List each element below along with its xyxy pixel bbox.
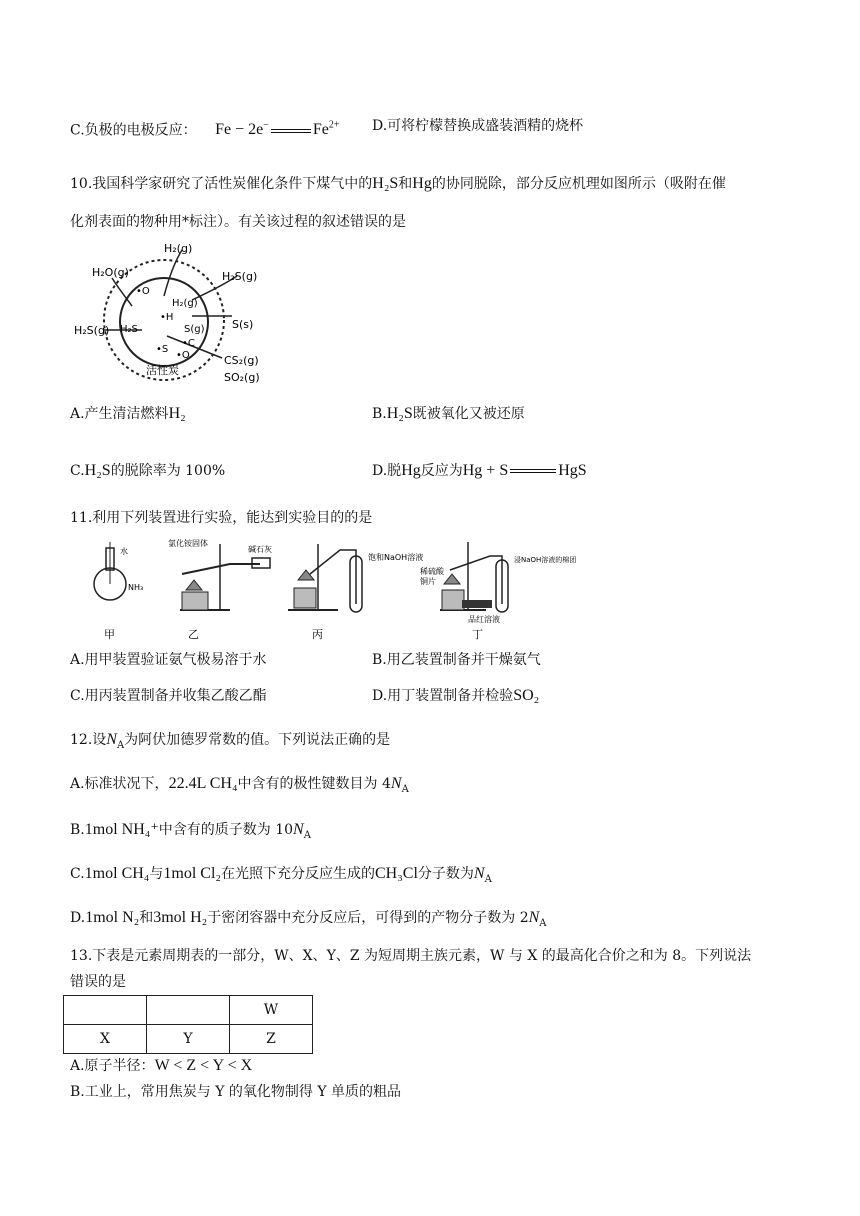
label-o2: •O xyxy=(176,350,190,361)
table-cell: Y xyxy=(147,1025,230,1054)
table-row xyxy=(64,1025,313,1054)
ding-label-2: 铜片 xyxy=(420,577,436,586)
table-cell xyxy=(64,996,147,1025)
q11-option-a: A.用甲装置验证氨气极易溶于水 xyxy=(70,652,267,668)
q10-option-c: C.H₂S的脱除率为 100% xyxy=(70,462,226,479)
label-ss: S(s) xyxy=(232,318,254,331)
label-h2s-tr: H₂S(g) xyxy=(222,270,258,283)
label-yi: 乙 xyxy=(188,628,199,641)
jia-nh3-label: NH₃ xyxy=(128,583,144,592)
q12-option-b: B.1mol NH₄⁺中含有的质子数为 $10N_A$ xyxy=(70,821,311,841)
apparatus-bing xyxy=(288,544,423,641)
q10-stem-line2: 化剂表面的物种用*标注）。有关该过程的叙述错误的是 xyxy=(70,214,406,230)
q10-option-b: B.H₂S既被氧化又被还原 xyxy=(372,405,525,422)
q13-stem-line1: 13.下表是元素周期表的一部分，W、X、Y、Z 为短周期主族元素，W 与 X 的最高化合价之和为 8。下列说法 xyxy=(70,948,752,964)
arrow-h2o xyxy=(112,278,132,306)
q10-option-a: A.产生清洁燃料H₂ xyxy=(70,405,186,422)
label-h2s-left: H₂S(g) xyxy=(74,324,110,337)
table-row xyxy=(64,996,313,1025)
label-catalyst: 活性炭 xyxy=(146,364,179,377)
label-h2s-star: H₂S xyxy=(120,324,138,335)
q11-option-c: C.用丙装置制备并收集乙酸乙酯 xyxy=(70,688,267,704)
bing-label: 饱和NaOH溶液 xyxy=(368,553,424,562)
q9-option-d: D.可将柠檬替换成盛装酒精的烧杯 xyxy=(372,118,584,134)
q11-option-b: B.用乙装置制备并干燥氨气 xyxy=(372,652,541,668)
table-cell: W xyxy=(230,996,313,1025)
q12-option-a: A.标准状况下，22.4L CH₄中含有的极性键数目为 $4N_A$ xyxy=(70,775,409,795)
q10-stem-line1: 10.我国科学家研究了活性炭催化条件下煤气中的H₂S和Hg的协同脱除，部分反应机理如图所示（吸附在催 xyxy=(70,175,726,192)
label-cs2: CS₂(g) xyxy=(224,354,259,367)
table-cell xyxy=(147,996,230,1025)
label-h: •H xyxy=(160,312,174,323)
q9-option-c: C.负极的电极反应： Fe − 2e− $Fe^{2+}$ xyxy=(70,120,340,139)
label-h2-inner: H₂(g) xyxy=(172,298,198,309)
apparatus-yi xyxy=(168,538,272,641)
apparatus-jia xyxy=(94,542,143,641)
label-sg: S(g) xyxy=(184,324,205,335)
q13-stem-line2: 错误的是 xyxy=(70,974,126,990)
jia-water-label: 水 xyxy=(120,547,128,556)
label-so2: SO₂(g) xyxy=(224,371,260,384)
label-c: •C xyxy=(182,338,195,349)
q13-option-b: B.工业上，常用焦炭与 Y 的氧化物制得 Y 单质的粗品 xyxy=(70,1084,402,1100)
q11-stem: 11.利用下列装置进行实验，能达到实验目的的是 xyxy=(70,510,373,526)
label-h2g: H₂(g) xyxy=(164,242,193,255)
table-cell: Z xyxy=(230,1025,313,1054)
arrow-h2 xyxy=(164,250,182,296)
label-bing: 丙 xyxy=(312,628,323,641)
q13-option-a: A.原子半径：W < Z < Y < X xyxy=(70,1057,253,1074)
q12-option-d: D.1mol N₂和3mol H₂于密闭容器中充分反应后，可得到的产物分子数为 $2N_A$ xyxy=(70,909,547,929)
q12-stem: 12.设$N_A$为阿伏加德罗常数的值。下列说法正确的是 xyxy=(70,731,391,751)
label-jia: 甲 xyxy=(104,628,115,641)
apparatus-ding xyxy=(420,542,576,641)
q10-mechanism-figure xyxy=(72,236,272,392)
yi-lime-label: 碱石灰 xyxy=(248,545,272,554)
ding-label-1: 稀硫酸 xyxy=(420,567,444,576)
label-s-star: •S xyxy=(156,344,169,355)
q12-option-c: C.1mol CH₄与1mol Cl₂在光照下充分反应生成的CH₃Cl分子数为$N_A$ xyxy=(70,865,492,885)
q11-apparatus-figure xyxy=(70,534,577,642)
yi-top-label: 氯化铵固体 xyxy=(168,539,208,548)
label-o: •O xyxy=(136,286,150,297)
ding-label-3: 品红溶液 xyxy=(468,615,500,624)
q11-option-d: D.用丁装置制备并检验SO₂ xyxy=(372,687,540,704)
label-h2o: H₂O(g) xyxy=(92,266,129,279)
table-cell: X xyxy=(64,1025,147,1054)
periodic-table-fragment xyxy=(63,995,313,1054)
q10-option-d: D.脱Hg反应为Hg + S HgS xyxy=(372,462,587,479)
ding-label-4: 浸NaOH溶液的棉团 xyxy=(514,556,577,564)
label-ding: 丁 xyxy=(472,628,483,641)
